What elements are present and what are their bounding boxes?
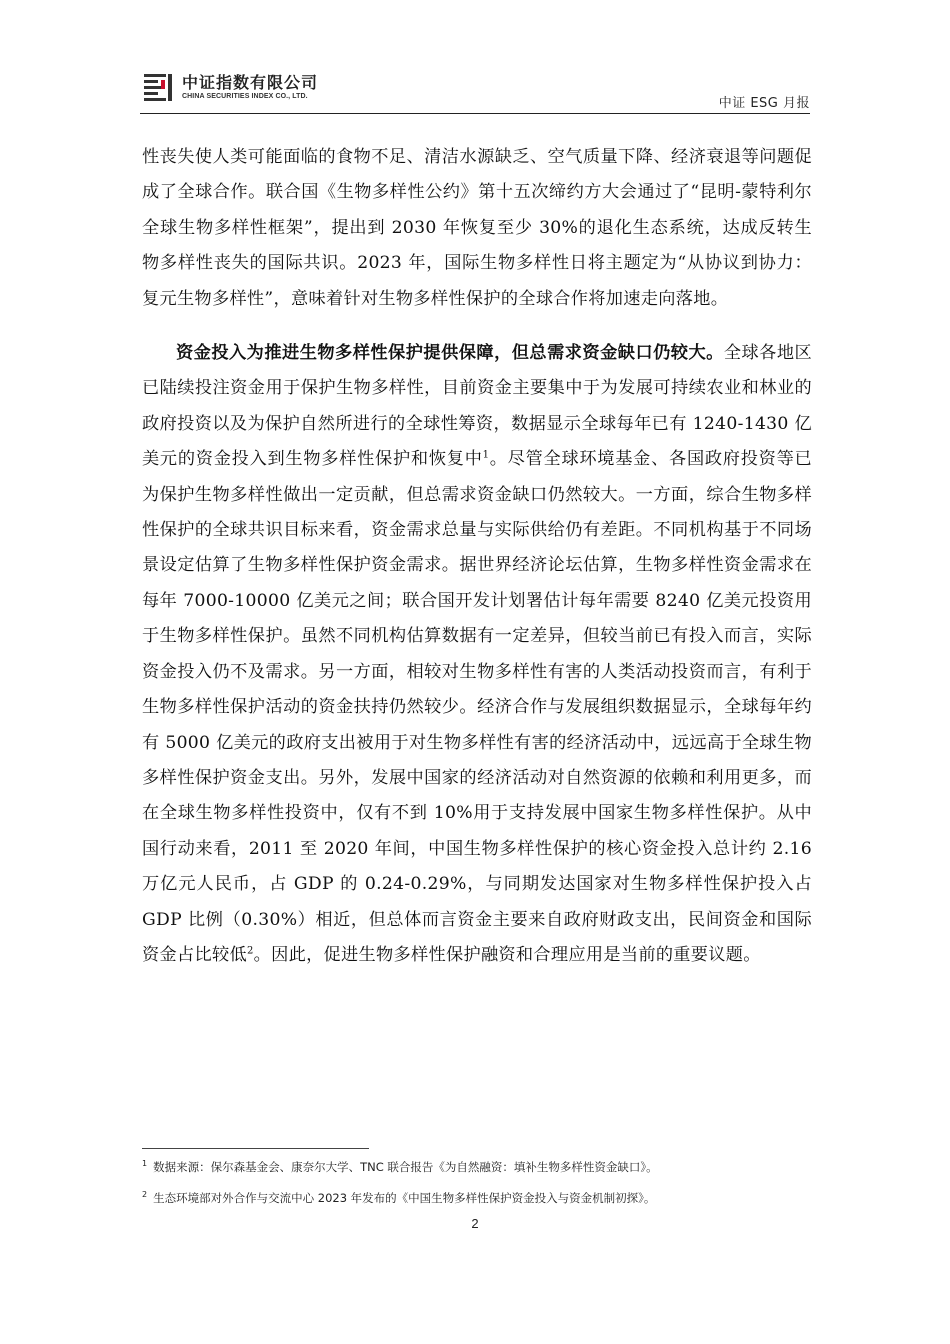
paragraph-2 bbox=[142, 336, 812, 973]
footnote-1-number: 1 bbox=[142, 1159, 148, 1168]
footnote-ref-1[interactable]: 1 bbox=[482, 449, 490, 461]
footnote-divider bbox=[142, 1148, 369, 1149]
paragraph-2-part-2: 。尽管全球环境基金、各国政府投资等已为保护生物多样性做出一定贡献，但总需求资金缺口仍然较大。一方面，综合生物多样性保护的全球共识目标来看，资金需求总量与实际供给仍有差距。不同机构基于不同场景设定估算了生物多样性保护资金需求。据世界经济论坛估算，生物多样性资金需求在每年 7000-10000 亿美元之间；联合国开发计划署估计每年需要 8240 亿美元投资用于生物多样性保护。虽然不同机构估算数据有一定差异，但较当前已有投入而言，实际资金投入仍不及需求。另一方面，相较对生物多样性有害的人类活动投资而言，有利于生物多样性保护活动的资金扶持仍然较少。经济合作与发展组织数据显示，全球每年约有 5000 亿美元的政府支出被用于对生物多样性有害的经济活动中，远远高于全球生物多样性保护资金支出。另外，发展中国家的经济活动对自然资源的依赖和利用更多，而在全球生物多样性投资中，仅有不到 10%用于支持发展中国家生物多样性保护。从中国行动来看，2011 至 2020 年间，中国生物多样性保护的核心资金投入总计约 2.16 万亿元人民币，占 GDP 的 0.24-0.29%，与同期发达国家对生物多样性保护投入占 GDP 比例（0.30%）相近，但总体而言资金主要来自政府财政支出，民间资金和国际资金占比较低 bbox=[142, 449, 812, 965]
page-number: 2 bbox=[471, 1216, 479, 1231]
paragraph-2-lead: 资金投入为推进生物多样性保护提供保障，但总需求资金缺口仍较大。 bbox=[176, 343, 724, 364]
report-title: 中证 ESG 月报 bbox=[718, 96, 810, 111]
csi-logo-icon bbox=[144, 72, 176, 102]
paragraph-1: 性丧失使人类可能面临的食物不足、清洁水源缺乏、空气质量下降、经济衰退等问题促成了全球合作。联合国《生物多样性公约》第十五次缔约方大会通过了“昆明-蒙特利尔全球生物多样性框架”，提出到 2030 年恢复至少 30%的退化生态系统，达成反转生物多样性丧失的国际共识。2023 年，国际生物多样性日将主题定为“从协议到协力：复元生物多样性”，意味着针对生物多样性保护的全球合作将加速走向落地。 bbox=[142, 147, 812, 309]
footnote-2-number: 2 bbox=[142, 1189, 148, 1199]
footnote-ref-2[interactable]: 2 bbox=[246, 945, 254, 957]
logo-chinese-name: 中证指数有限公司 bbox=[182, 72, 319, 92]
header-divider bbox=[140, 113, 810, 114]
footnotes bbox=[142, 1156, 812, 1218]
company-logo bbox=[144, 70, 318, 104]
page-header bbox=[140, 64, 810, 114]
main-content bbox=[142, 140, 812, 973]
footnote-1 bbox=[142, 1156, 812, 1175]
paragraph-2-part-3: 。因此，促进生物多样性保护融资和合理应用是当前的重要议题。 bbox=[253, 944, 761, 965]
footnote-2-text: 生态环境部对外合作与交流中心 2023 年发布的《中国生物多样性保护资金投入与资金机制初探》。 bbox=[153, 1190, 656, 1205]
paragraph-2-part-1: 全球各地区已陆续投注资金用于保护生物多样性，目前资金主要集中于为发展可持续农业和林业的政府投资以及为保护自然所进行的全球性筹资，数据显示全球每年已有 1240-1430 亿美元的资金投入到生物多样性保护和恢复中 bbox=[142, 343, 812, 470]
footnote-2 bbox=[142, 1187, 812, 1206]
logo-english-name: CHINA SECURITIES INDEX CO., LTD. bbox=[182, 92, 308, 100]
footnote-1-text: 数据来源：保尔森基金会、康奈尔大学、TNC 联合报告《为自然融资：填补生物多样性资金缺口》。 bbox=[153, 1159, 658, 1174]
